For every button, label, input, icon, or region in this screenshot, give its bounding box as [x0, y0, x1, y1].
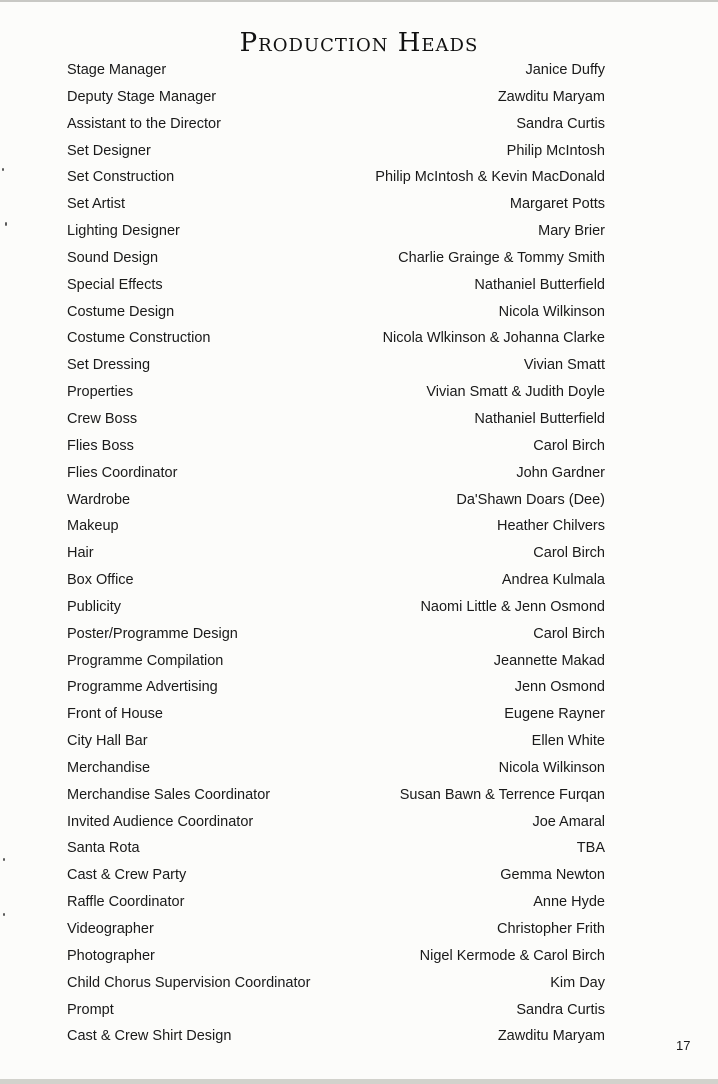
credit-role: Programme Compilation — [67, 652, 224, 669]
credit-name: Philip McIntosh — [506, 142, 605, 159]
credit-role: City Hall Bar — [67, 733, 148, 750]
credit-row — [67, 138, 605, 165]
credit-row — [67, 460, 605, 487]
credit-role: Child Chorus Supervision Coordinator — [67, 974, 311, 991]
credits-list — [67, 57, 605, 1050]
credit-row — [67, 299, 605, 326]
credit-name: Heather Chilvers — [497, 518, 605, 535]
credit-row — [67, 245, 605, 272]
page-bottom-edge — [0, 1079, 718, 1084]
page-number: 17 — [676, 1038, 691, 1053]
credit-role: Invited Audience Coordinator — [67, 813, 254, 830]
credit-row — [67, 164, 605, 191]
credit-name: Vivian Smatt — [523, 357, 605, 374]
credit-name: Sandra Curtis — [516, 115, 605, 132]
credit-row — [67, 674, 605, 701]
credit-row — [67, 782, 605, 809]
credit-row — [67, 648, 605, 675]
credit-name: Eugene Rayner — [504, 706, 605, 723]
credit-role: Prompt — [67, 1001, 114, 1018]
credit-role: Front of House — [67, 706, 163, 723]
credit-role: Programme Advertising — [67, 679, 218, 696]
credit-name: Gemma Newton — [500, 867, 605, 884]
credit-row — [67, 970, 605, 997]
credit-role: Lighting Designer — [67, 223, 180, 240]
credit-name: Carol Birch — [533, 545, 605, 562]
credit-role: Santa Rota — [67, 840, 140, 857]
credit-role: Flies Coordinator — [67, 464, 178, 481]
credit-name: Sandra Curtis — [516, 1001, 605, 1018]
credit-name: Naomi Little & Jenn Osmond — [420, 598, 605, 615]
credit-name: Christopher Frith — [497, 921, 605, 937]
scan-speck — [5, 222, 7, 226]
credit-role: Special Effects — [67, 276, 163, 293]
credit-name: Nicola Wilkinson — [498, 303, 605, 320]
credit-name: Joe Amaral — [532, 813, 605, 830]
credit-role: Set Construction — [67, 169, 175, 186]
credit-row — [67, 272, 605, 299]
page-top-edge — [0, 0, 718, 2]
credit-name: Mary Brier — [538, 223, 605, 240]
credit-name: Nigel Kermode & Carol Birch — [419, 947, 605, 964]
credit-role: Set Dressing — [67, 357, 151, 374]
credit-role: Assistant to the Director — [67, 115, 221, 132]
credit-role: Flies Boss — [67, 437, 134, 454]
credit-row — [67, 218, 605, 245]
credit-role: Wardrobe — [67, 491, 131, 508]
credit-name: Nathaniel Butterfield — [474, 410, 605, 427]
credit-name: Carol Birch — [533, 625, 605, 642]
credit-name: Susan Bawn & Terrence Furqan — [399, 786, 605, 803]
page-title: Production Heads — [239, 28, 479, 58]
credit-row — [67, 728, 605, 755]
credit-row — [67, 621, 605, 648]
credit-role: Set Artist — [67, 196, 126, 213]
credit-name: Nicola Wlkinson & Johanna Clarke — [382, 330, 605, 347]
credit-role: Costume Design — [67, 303, 175, 320]
credit-role: Cast & Crew Shirt Design — [67, 1028, 232, 1045]
credit-role: Videographer — [67, 921, 154, 937]
credit-row — [67, 889, 605, 916]
credit-role: Makeup — [67, 518, 119, 535]
credit-row — [67, 191, 605, 218]
credit-name: John Gardner — [516, 464, 605, 481]
credit-name: Nathaniel Butterfield — [474, 276, 605, 293]
credit-row — [67, 513, 605, 540]
credit-row — [67, 567, 605, 594]
credit-row — [67, 84, 605, 111]
credit-role: Crew Boss — [67, 410, 138, 427]
credit-name: Jeannette Makad — [493, 652, 605, 669]
scan-speck — [2, 168, 4, 171]
credit-row — [67, 701, 605, 728]
credit-role: Costume Construction — [67, 330, 211, 347]
credit-name: Andrea Kulmala — [501, 572, 605, 589]
credit-name: Carol Birch — [533, 437, 605, 454]
credit-role: Merchandise — [67, 759, 151, 776]
credit-role: Hair — [67, 545, 94, 562]
credit-row — [67, 57, 605, 84]
credit-name: Vivian Smatt & Judith Doyle — [426, 384, 605, 401]
credit-role: Raffle Coordinator — [67, 894, 185, 911]
credit-row — [67, 1023, 605, 1050]
credit-row — [67, 835, 605, 862]
credit-role: Properties — [67, 384, 134, 401]
credit-row — [67, 916, 605, 943]
credit-role: Cast & Crew Party — [67, 867, 187, 884]
credit-name: Philip McIntosh & Kevin MacDonald — [375, 169, 605, 186]
credit-role: Poster/Programme Design — [67, 625, 238, 642]
credit-role: Photographer — [67, 947, 155, 964]
credit-row — [67, 755, 605, 782]
credit-role: Stage Manager — [67, 62, 167, 78]
credit-row — [67, 352, 605, 379]
credit-row — [67, 379, 605, 406]
credit-name: Zawditu Maryam — [497, 88, 605, 105]
scan-speck — [3, 913, 5, 916]
credit-name: Jenn Osmond — [514, 679, 605, 696]
credit-name: Janice Duffy — [525, 62, 605, 78]
credit-row — [67, 487, 605, 514]
credit-name: Kim Day — [550, 974, 605, 991]
credit-name: Da'Shawn Doars (Dee) — [456, 491, 605, 508]
credit-role: Deputy Stage Manager — [67, 88, 217, 105]
credit-name: Ellen White — [531, 733, 605, 750]
credit-name: Charlie Grainge & Tommy Smith — [398, 249, 605, 266]
credit-role: Sound Design — [67, 249, 159, 266]
credit-name: Zawditu Maryam — [497, 1028, 605, 1045]
credit-name: TBA — [576, 840, 605, 857]
credit-row — [67, 862, 605, 889]
credit-row — [67, 809, 605, 836]
credit-row — [67, 406, 605, 433]
credit-role: Publicity — [67, 598, 121, 615]
credit-row — [67, 111, 605, 138]
credit-row — [67, 433, 605, 460]
credit-row — [67, 997, 605, 1024]
credit-row — [67, 325, 605, 352]
credit-name: Nicola Wilkinson — [498, 759, 605, 776]
credit-row — [67, 943, 605, 970]
credit-role: Box Office — [67, 572, 134, 589]
credit-role: Set Designer — [67, 142, 151, 159]
credit-row — [67, 540, 605, 567]
credit-name: Anne Hyde — [533, 894, 605, 911]
credit-name: Margaret Potts — [509, 196, 605, 213]
credit-row — [67, 594, 605, 621]
credit-role: Merchandise Sales Coordinator — [67, 786, 271, 803]
scan-speck — [3, 858, 5, 861]
